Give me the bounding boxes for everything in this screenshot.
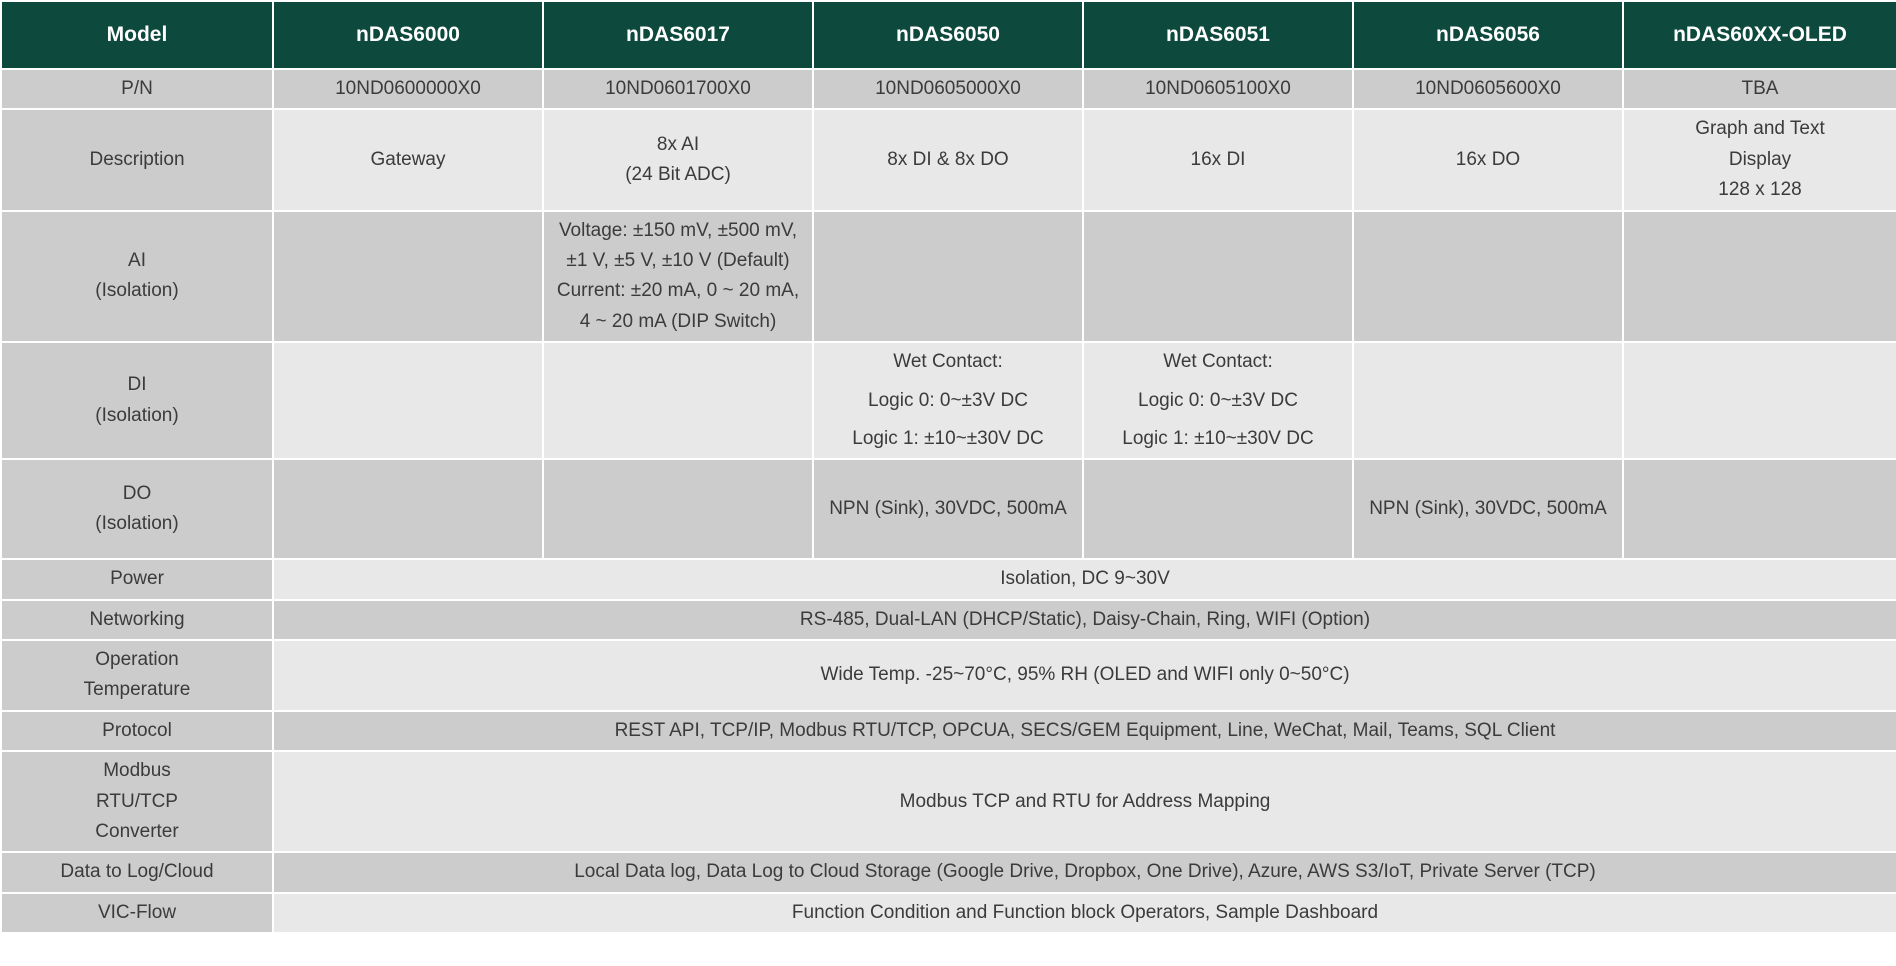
- empty-cell: [1623, 211, 1896, 343]
- merged-value-cell: Wide Temp. -25~70°C, 95% RH (OLED and WIFI only 0~50°C): [273, 640, 1896, 711]
- column-header-ndas6017: nDAS6017: [543, 1, 813, 69]
- empty-cell: [273, 342, 543, 459]
- table-row: [1, 109, 1896, 210]
- row-label: Power: [1, 559, 273, 599]
- row-label: Protocol: [1, 711, 273, 751]
- value-cell: 10ND0605600X0: [1353, 69, 1623, 109]
- table-header-row: [1, 1, 1896, 69]
- column-header-model: Model: [1, 1, 273, 69]
- value-cell: Graph and Text Display 128 x 128: [1623, 109, 1896, 210]
- value-cell: TBA: [1623, 69, 1896, 109]
- value-cell: 10ND0605000X0: [813, 69, 1083, 109]
- row-label: P/N: [1, 69, 273, 109]
- empty-cell: [273, 211, 543, 343]
- table-row: [1, 211, 1896, 343]
- row-label: Operation Temperature: [1, 640, 273, 711]
- empty-cell: [1353, 211, 1623, 343]
- column-header-ndas60xx-oled: nDAS60XX-OLED: [1623, 1, 1896, 69]
- value-cell: Voltage: ±150 mV, ±500 mV, ±1 V, ±5 V, ±10 V (Default) Current: ±20 mA, 0 ~ 20 mA, 4 ~ 20 mA (DIP Switch): [543, 211, 813, 343]
- empty-cell: [813, 211, 1083, 343]
- merged-value-cell: Isolation, DC 9~30V: [273, 559, 1896, 599]
- table-row: [1, 600, 1896, 640]
- merged-value-cell: Modbus TCP and RTU for Address Mapping: [273, 751, 1896, 852]
- row-label: Description: [1, 109, 273, 210]
- value-cell: 10ND0605100X0: [1083, 69, 1353, 109]
- merged-value-cell: Local Data log, Data Log to Cloud Storage (Google Drive, Dropbox, One Drive), Azure, AWS S3/IoT, Private Server (TCP): [273, 852, 1896, 892]
- empty-cell: [543, 459, 813, 559]
- table-row: [1, 342, 1896, 459]
- merged-value-cell: Function Condition and Function block Operators, Sample Dashboard: [273, 893, 1896, 933]
- row-label: VIC-Flow: [1, 893, 273, 933]
- row-label: Modbus RTU/TCP Converter: [1, 751, 273, 852]
- value-cell: Wet Contact: Logic 0: 0~±3V DC Logic 1: ±10~±30V DC: [1083, 342, 1353, 459]
- value-cell: Wet Contact: Logic 0: 0~±3V DC Logic 1: ±10~±30V DC: [813, 342, 1083, 459]
- column-header-ndas6056: nDAS6056: [1353, 1, 1623, 69]
- empty-cell: [1083, 211, 1353, 343]
- table-row: [1, 751, 1896, 852]
- table-body: [1, 69, 1896, 933]
- table-row: [1, 852, 1896, 892]
- column-header-ndas6050: nDAS6050: [813, 1, 1083, 69]
- row-label: Networking: [1, 600, 273, 640]
- column-header-ndas6000: nDAS6000: [273, 1, 543, 69]
- table-row: [1, 893, 1896, 933]
- table-row: [1, 640, 1896, 711]
- value-cell: NPN (Sink), 30VDC, 500mA: [813, 459, 1083, 559]
- empty-cell: [1623, 342, 1896, 459]
- table-row: [1, 711, 1896, 751]
- value-cell: 8x AI (24 Bit ADC): [543, 109, 813, 210]
- value-cell: 10ND0600000X0: [273, 69, 543, 109]
- row-label: DI (Isolation): [1, 342, 273, 459]
- row-label: Data to Log/Cloud: [1, 852, 273, 892]
- empty-cell: [1083, 459, 1353, 559]
- merged-value-cell: RS-485, Dual-LAN (DHCP/Static), Daisy-Chain, Ring, WIFI (Option): [273, 600, 1896, 640]
- column-header-ndas6051: nDAS6051: [1083, 1, 1353, 69]
- value-cell: 16x DO: [1353, 109, 1623, 210]
- row-label: DO (Isolation): [1, 459, 273, 559]
- empty-cell: [543, 342, 813, 459]
- value-cell: Gateway: [273, 109, 543, 210]
- empty-cell: [1353, 342, 1623, 459]
- value-cell: NPN (Sink), 30VDC, 500mA: [1353, 459, 1623, 559]
- empty-cell: [1623, 459, 1896, 559]
- empty-cell: [273, 459, 543, 559]
- value-cell: 10ND0601700X0: [543, 69, 813, 109]
- row-label: AI (Isolation): [1, 211, 273, 343]
- merged-value-cell: REST API, TCP/IP, Modbus RTU/TCP, OPCUA, SECS/GEM Equipment, Line, WeChat, Mail, Teams, SQL Client: [273, 711, 1896, 751]
- table-row: [1, 459, 1896, 559]
- value-cell: 16x DI: [1083, 109, 1353, 210]
- table-row: [1, 69, 1896, 109]
- value-cell: 8x DI & 8x DO: [813, 109, 1083, 210]
- table-row: [1, 559, 1896, 599]
